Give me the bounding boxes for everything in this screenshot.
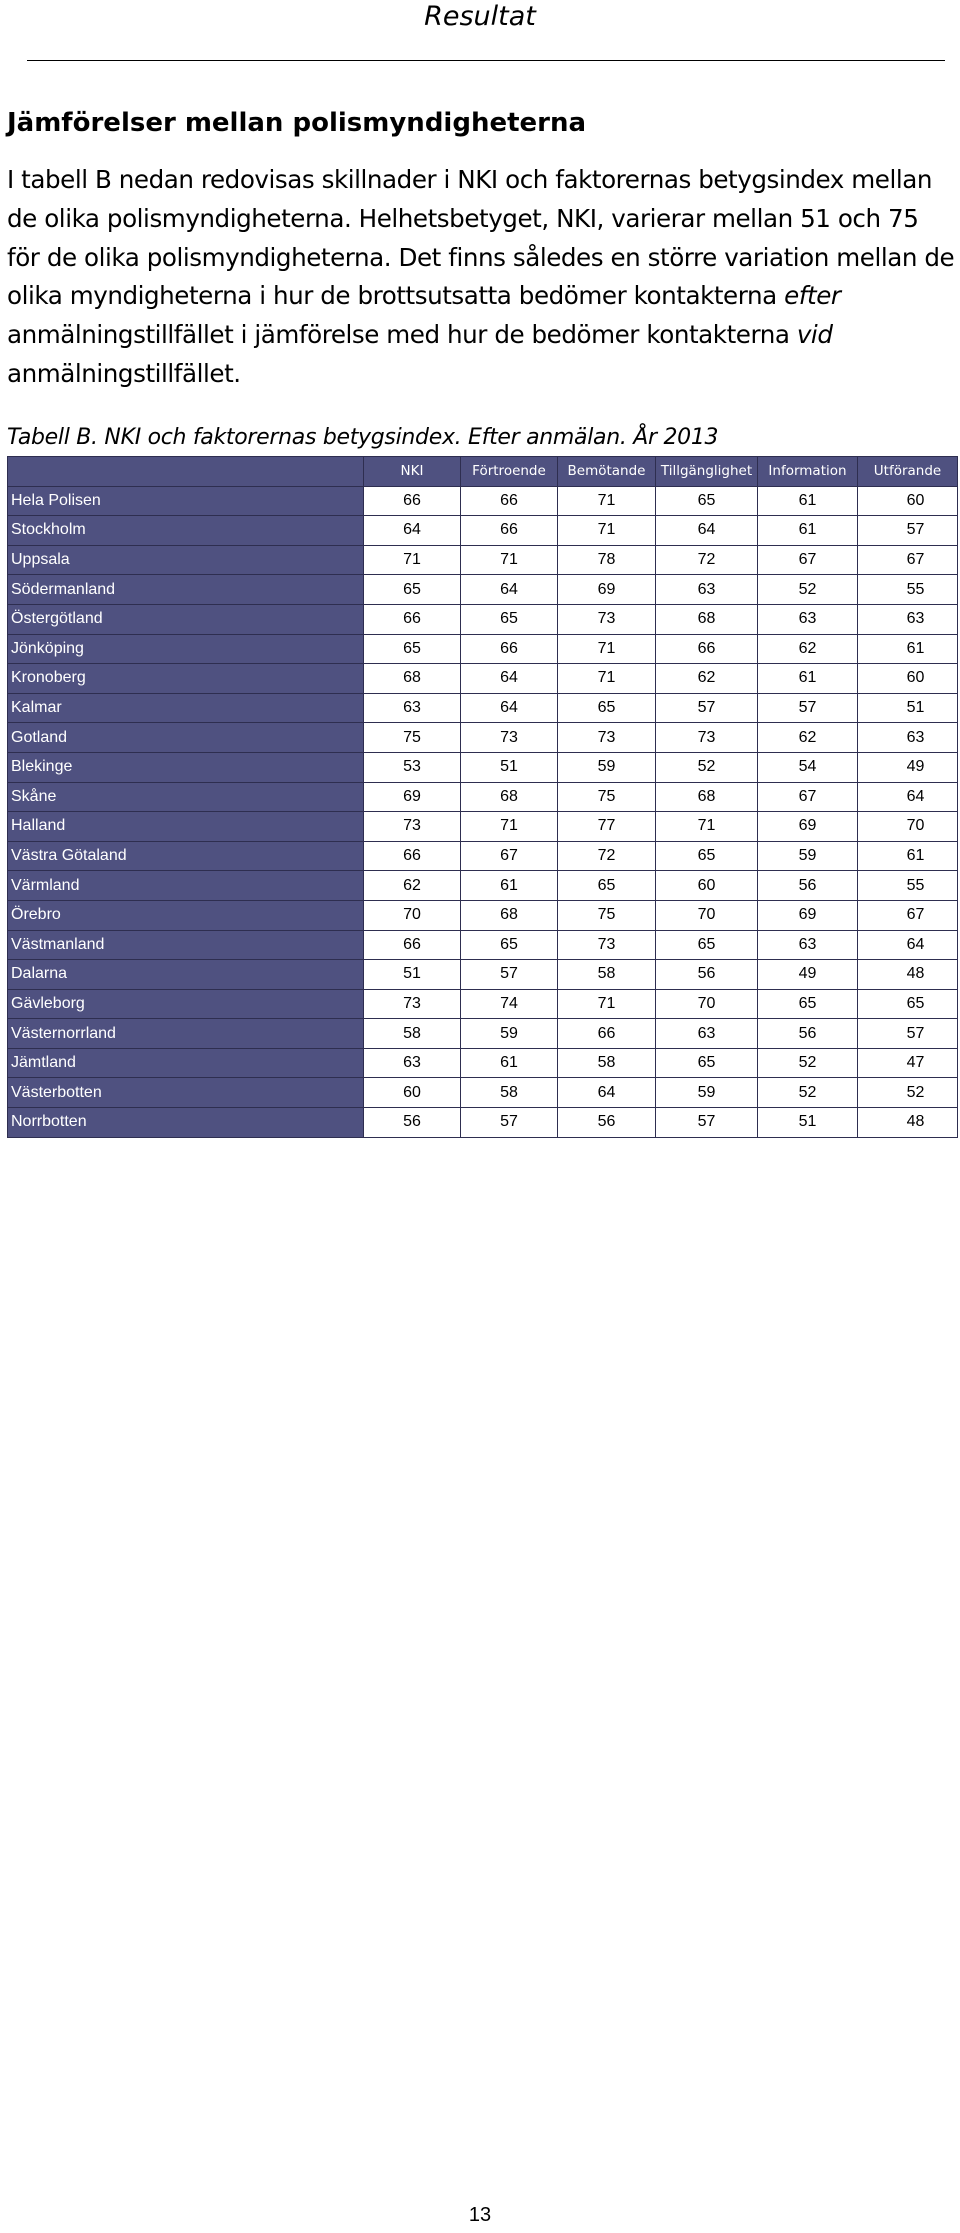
column-header-information: Information: [758, 457, 858, 487]
table-cell: 61: [461, 871, 558, 901]
row-label: Gävleborg: [8, 989, 364, 1019]
table-cell: 71: [461, 545, 558, 575]
table-cell: 70: [656, 900, 758, 930]
table-cell: 65: [558, 693, 656, 723]
table-row: [8, 545, 958, 575]
table-cell: 51: [364, 960, 461, 990]
table-cell: 61: [858, 634, 958, 664]
table-cell: 78: [558, 545, 656, 575]
table-row: [8, 782, 958, 812]
table-cell: 73: [461, 723, 558, 753]
table-cell: 73: [558, 604, 656, 634]
table-cell: 65: [656, 930, 758, 960]
row-label: Blekinge: [8, 752, 364, 782]
table-cell: 52: [758, 1048, 858, 1078]
table-cell: 71: [558, 989, 656, 1019]
table-row: [8, 634, 958, 664]
table-cell: 66: [461, 634, 558, 664]
row-label: Dalarna: [8, 960, 364, 990]
column-header-utforande: Utförande: [858, 457, 958, 487]
table-cell: 63: [656, 575, 758, 605]
table-cell: 73: [364, 989, 461, 1019]
body-paragraph: [7, 161, 957, 394]
table-cell: 65: [461, 930, 558, 960]
column-header-tillganglighet: Tillgänglighet: [656, 457, 758, 487]
table-cell: 66: [656, 634, 758, 664]
table-row: [8, 723, 958, 753]
table-cell: 67: [758, 782, 858, 812]
table-row: [8, 871, 958, 901]
table-cell: 49: [758, 960, 858, 990]
table-cell: 62: [364, 871, 461, 901]
table-cell: 49: [858, 752, 958, 782]
table-cell: 47: [858, 1048, 958, 1078]
table-cell: 48: [858, 1108, 958, 1138]
table-cell: 64: [461, 664, 558, 694]
row-label: Södermanland: [8, 575, 364, 605]
row-label: Örebro: [8, 900, 364, 930]
table-cell: 64: [461, 575, 558, 605]
table-cell: 66: [364, 930, 461, 960]
row-label: Stockholm: [8, 516, 364, 546]
table-cell: 65: [364, 634, 461, 664]
table-cell: 63: [364, 1048, 461, 1078]
table-row: [8, 1108, 958, 1138]
table-cell: 64: [364, 516, 461, 546]
table-cell: 62: [758, 723, 858, 753]
row-label: Gotland: [8, 723, 364, 753]
table-row: [8, 900, 958, 930]
row-label: Kalmar: [8, 693, 364, 723]
table-cell: 57: [656, 1108, 758, 1138]
table-row: [8, 989, 958, 1019]
table-cell: 56: [656, 960, 758, 990]
table-corner-cell: [8, 457, 364, 487]
table-cell: 57: [858, 1019, 958, 1049]
table-row: [8, 812, 958, 842]
table-cell: 65: [558, 871, 656, 901]
table-cell: 62: [656, 664, 758, 694]
table-cell: 67: [858, 545, 958, 575]
table-row: [8, 575, 958, 605]
paragraph-text-3: anmälningstillfället.: [7, 358, 241, 388]
table-cell: 65: [758, 989, 858, 1019]
table-caption: Tabell B. NKI och faktorernas betygsindex. Efter anmälan. År 2013: [7, 425, 719, 450]
table-row: [8, 693, 958, 723]
row-label: Jönköping: [8, 634, 364, 664]
table-cell: 66: [558, 1019, 656, 1049]
table-cell: 63: [656, 1019, 758, 1049]
paragraph-emphasis-vid: vid: [796, 320, 833, 350]
table-cell: 74: [461, 989, 558, 1019]
table-cell: 69: [758, 812, 858, 842]
row-label: Halland: [8, 812, 364, 842]
table-row: [8, 486, 958, 516]
table-cell: 65: [656, 1048, 758, 1078]
table-cell: 60: [364, 1078, 461, 1108]
table-cell: 58: [558, 960, 656, 990]
table-cell: 57: [656, 693, 758, 723]
table-cell: 52: [858, 1078, 958, 1108]
table-row: [8, 516, 958, 546]
nki-index-table: [7, 456, 958, 1138]
row-label: Västernorrland: [8, 1019, 364, 1049]
paragraph-text-1: I tabell B nedan redovisas skillnader i NKI och faktorernas betygsindex mellan de olika polismyndigheterna. Helhetsbetyget, NKI, varierar mellan 51 och 75 för de olika polismyndigheterna. Det finns således en större variation mellan de olika myndigheterna i hur de brottsutsatta bedömer kontakterna: [7, 165, 955, 311]
table-cell: 67: [461, 841, 558, 871]
table-cell: 55: [858, 871, 958, 901]
row-label: Västmanland: [8, 930, 364, 960]
table-row: [8, 930, 958, 960]
table-cell: 59: [656, 1078, 758, 1108]
table-cell: 62: [758, 634, 858, 664]
paragraph-text-2: anmälningstillfället i jämförelse med hur de bedömer kontakterna: [7, 320, 797, 350]
table-cell: 56: [364, 1108, 461, 1138]
table-cell: 63: [858, 723, 958, 753]
table-cell: 72: [558, 841, 656, 871]
table-cell: 60: [858, 486, 958, 516]
table-cell: 61: [758, 664, 858, 694]
table-cell: 57: [758, 693, 858, 723]
table-cell: 48: [858, 960, 958, 990]
table-cell: 64: [858, 930, 958, 960]
table-row: [8, 841, 958, 871]
table-cell: 51: [858, 693, 958, 723]
table-cell: 70: [656, 989, 758, 1019]
table-cell: 66: [461, 486, 558, 516]
table-cell: 73: [364, 812, 461, 842]
page-number: 13: [468, 2204, 492, 2226]
row-label: Uppsala: [8, 545, 364, 575]
table-cell: 77: [558, 812, 656, 842]
row-label: Kronoberg: [8, 664, 364, 694]
table-cell: 59: [758, 841, 858, 871]
table-cell: 61: [758, 516, 858, 546]
table-cell: 68: [656, 604, 758, 634]
table-cell: 57: [461, 960, 558, 990]
table-cell: 54: [758, 752, 858, 782]
table-header-row: [8, 457, 958, 487]
table-cell: 71: [558, 516, 656, 546]
table-cell: 57: [858, 516, 958, 546]
table-cell: 59: [558, 752, 656, 782]
table-cell: 56: [758, 1019, 858, 1049]
header-rule: [27, 60, 945, 61]
table-cell: 69: [758, 900, 858, 930]
table-cell: 58: [558, 1048, 656, 1078]
table-cell: 60: [858, 664, 958, 694]
table-cell: 72: [656, 545, 758, 575]
table-cell: 57: [461, 1108, 558, 1138]
table-cell: 61: [461, 1048, 558, 1078]
column-header-fortroende: Förtroende: [461, 457, 558, 487]
table-cell: 58: [461, 1078, 558, 1108]
table-cell: 73: [558, 723, 656, 753]
table-cell: 75: [558, 782, 656, 812]
table-cell: 60: [656, 871, 758, 901]
row-label: Västra Götaland: [8, 841, 364, 871]
table-cell: 73: [656, 723, 758, 753]
table-cell: 65: [364, 575, 461, 605]
table-cell: 70: [858, 812, 958, 842]
table-cell: 64: [461, 693, 558, 723]
table-cell: 67: [858, 900, 958, 930]
table-cell: 63: [364, 693, 461, 723]
section-title: Jämförelser mellan polismyndigheterna: [7, 108, 587, 138]
table-cell: 75: [558, 900, 656, 930]
table-cell: 67: [758, 545, 858, 575]
table-cell: 66: [364, 486, 461, 516]
row-label: Norrbotten: [8, 1108, 364, 1138]
table-row: [8, 960, 958, 990]
table-cell: 68: [461, 900, 558, 930]
column-header-nki: NKI: [364, 457, 461, 487]
table-cell: 71: [558, 634, 656, 664]
table-cell: 64: [858, 782, 958, 812]
table-cell: 69: [364, 782, 461, 812]
table-cell: 71: [364, 545, 461, 575]
table-row: [8, 1078, 958, 1108]
table-cell: 66: [461, 516, 558, 546]
table-row: [8, 1019, 958, 1049]
table-cell: 56: [558, 1108, 656, 1138]
table-cell: 61: [858, 841, 958, 871]
table-cell: 65: [656, 841, 758, 871]
table-cell: 68: [364, 664, 461, 694]
table-cell: 69: [558, 575, 656, 605]
table-cell: 73: [558, 930, 656, 960]
table-cell: 68: [656, 782, 758, 812]
table-cell: 51: [758, 1108, 858, 1138]
table-cell: 75: [364, 723, 461, 753]
table-cell: 58: [364, 1019, 461, 1049]
table-cell: 65: [656, 486, 758, 516]
table-cell: 66: [364, 604, 461, 634]
table-cell: 70: [364, 900, 461, 930]
table-row: [8, 664, 958, 694]
table-cell: 63: [858, 604, 958, 634]
table-cell: 52: [656, 752, 758, 782]
table-cell: 53: [364, 752, 461, 782]
table-cell: 66: [364, 841, 461, 871]
row-label: Jämtland: [8, 1048, 364, 1078]
table-cell: 63: [758, 930, 858, 960]
table-cell: 68: [461, 782, 558, 812]
table-cell: 52: [758, 575, 858, 605]
row-label: Skåne: [8, 782, 364, 812]
table-cell: 71: [656, 812, 758, 842]
table-cell: 71: [558, 664, 656, 694]
table-cell: 61: [758, 486, 858, 516]
paragraph-emphasis-efter: efter: [784, 281, 841, 311]
table-cell: 56: [758, 871, 858, 901]
table-row: [8, 1048, 958, 1078]
column-header-bemotande: Bemötande: [558, 457, 656, 487]
table-cell: 52: [758, 1078, 858, 1108]
table-row: [8, 752, 958, 782]
running-header-title: Resultat: [424, 1, 536, 32]
table-cell: 59: [461, 1019, 558, 1049]
table-cell: 71: [461, 812, 558, 842]
table-row: [8, 604, 958, 634]
row-label: Värmland: [8, 871, 364, 901]
table-cell: 64: [558, 1078, 656, 1108]
table-cell: 65: [461, 604, 558, 634]
row-label: Hela Polisen: [8, 486, 364, 516]
table-cell: 63: [758, 604, 858, 634]
table-cell: 51: [461, 752, 558, 782]
row-label: Östergötland: [8, 604, 364, 634]
table-cell: 71: [558, 486, 656, 516]
table-cell: 65: [858, 989, 958, 1019]
table-cell: 55: [858, 575, 958, 605]
row-label: Västerbotten: [8, 1078, 364, 1108]
table-cell: 64: [656, 516, 758, 546]
